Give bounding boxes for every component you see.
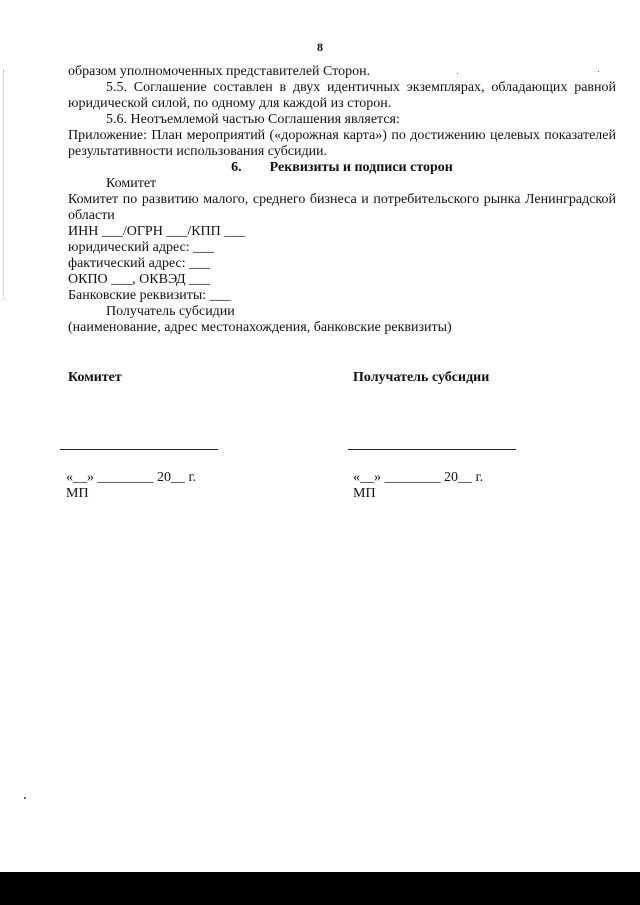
section-6-heading xyxy=(68,160,616,176)
recipient-label: Получатель субсидии xyxy=(106,304,235,319)
scan-speck xyxy=(457,73,458,74)
section-6-title: Реквизиты и подписи сторон xyxy=(269,160,453,175)
signature-label-recipient: Получатель субсидии xyxy=(353,370,490,385)
legal-address: юридический адрес: ___ xyxy=(68,240,215,255)
date-line-recipient: «__» ________ 20__ г. xyxy=(353,470,484,485)
signature-label-committee: Комитет xyxy=(68,370,122,385)
signature-date-recipient xyxy=(353,470,483,502)
scan-bottom-border xyxy=(0,872,640,905)
agreement-clauses xyxy=(68,64,616,336)
stamp-recipient: МП xyxy=(353,486,376,501)
okpo-okved: ОКПО ___, ОКВЭД ___ xyxy=(68,272,211,287)
committee-ids: ИНН ___/ОГРН ___/КПП ___ xyxy=(68,224,246,239)
committee-label: Комитет xyxy=(106,176,157,191)
section-6-number: 6. xyxy=(231,160,242,175)
signature-line-recipient xyxy=(348,449,516,450)
clause-5-6: 5.6. Неотъемлемой частью Соглашения является: xyxy=(106,112,400,127)
appendix-text: Приложение: План мероприятий («дорожная карта») по достижению целевых показателей результативности использования субсидии. xyxy=(68,128,616,159)
stamp-committee: МП xyxy=(66,486,89,501)
page-number: 8 xyxy=(317,40,323,54)
recipient-details: (наименование, адрес местонахождения, банковские реквизиты) xyxy=(68,320,452,335)
signature-date-committee xyxy=(66,470,196,502)
scan-edge-mark xyxy=(3,70,4,300)
committee-name: Комитет по развитию малого, среднего бизнеса и потребительского рынка Ленинградской области xyxy=(68,192,616,223)
scan-speck xyxy=(24,797,26,799)
line-continuation: образом уполномоченных представителей Сторон. xyxy=(68,64,371,79)
actual-address: фактический адрес: ___ xyxy=(68,256,211,271)
clause-5-5: 5.5. Соглашение составлен в двух идентичных экземплярах, обладающих равной юридической силой, по одному для каждой из сторон. xyxy=(68,80,616,111)
signature-line-committee xyxy=(60,449,218,450)
date-line-committee: «__» ________ 20__ г. xyxy=(66,470,197,485)
scan-speck xyxy=(598,71,599,72)
bank-details: Банковские реквизиты: ___ xyxy=(68,288,231,303)
